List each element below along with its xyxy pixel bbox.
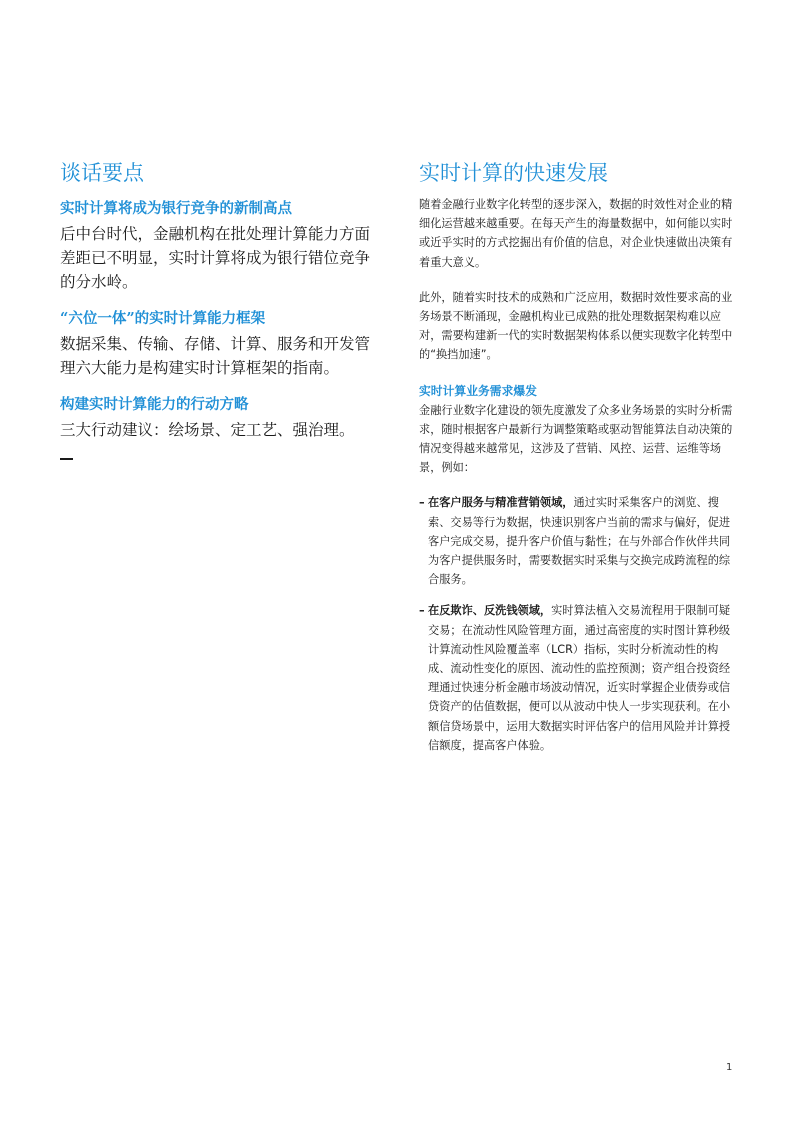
article-subheading: 实时计算业务需求爆发 (419, 383, 537, 398)
talking-points-column (60, 160, 385, 460)
article-paragraph-1: 随着金融行业数字化转型的逐步深入，数据的时效性对企业的精细化运营越来越重要。在每天产生的海量数据中，如何能以实时或近乎实时的方式挖掘出有价值的信息，对企业快速做出决策有着重大意义。 (419, 198, 733, 269)
point-text-1: 后中台时代，金融机构在批处理计算能力方面差距已不明显，实时计算将成为银行错位竞争的分水岭。 (60, 225, 371, 291)
article-paragraph-2: 此外，随着实时技术的成熟和广泛应用，数据时效性要求高的业务场景不断涌现，金融机构业已成熟的批处理数据架构难以应对，需要构建新一代的实时数据架构体系以便实现数字化转型中的“换挡加速”。 (419, 290, 733, 362)
talking-points-title: 谈话要点 (60, 161, 144, 185)
section-divider (60, 458, 73, 460)
bullet-dash: – (419, 496, 425, 510)
list-item (419, 493, 737, 589)
point-text-2: 数据采集、传输、存储、计算、服务和开发管理六大能力是构建实时计算框架的指南。 (60, 335, 371, 377)
article-title: 实时计算的快速发展 (419, 161, 608, 185)
bullet-lead: 在客户服务与精准营销领域， (428, 495, 574, 510)
bullet-text: 通过实时采集客户的浏览、搜索、交易等行为数据，快速识别客户当前的需求与偏好，促进客户完成交易，提升客户价值与黏性；在与外部合作伙伴共同为客户提供服务时，需要数据实时采集与交换完成跨流程的综合服务。 (428, 496, 731, 587)
article-intro: 金融行业数字化建设的领先度激发了众多业务场景的实时分析需求，随时根据客户最新行为调整策略或驱动智能算法自动决策的情况变得越来越常见，这涉及了营销、风控、运营、运维等场景，例如： (419, 403, 733, 475)
bullet-lead: 在反欺诈、反洗钱领域， (428, 603, 552, 618)
bullet-dash: – (419, 604, 425, 618)
bullet-text: 实时算法植入交易流程用于限制可疑交易；在流动性风险管理方面，通过高密度的实时图计算秒级计算流动性风险覆盖率（LCR）指标，实时分析流动性的构成、流动性变化的原因、流动性的监控预测；资产组合投资经理通过快速分析金融市场波动情况，近实时掌握企业债券或信贷资产的估值数据，便可以从波动中快人一步实现获利。在小额信贷场景中，运用大数据实时评估客户的信用风险并计算授信额度，提高客户体验。 (428, 604, 731, 752)
point-heading-2: “六位一体”的实时计算能力框架 (60, 310, 266, 327)
point-heading-3: 构建实时计算能力的行动方略 (60, 396, 249, 413)
list-item (419, 601, 737, 755)
point-text-3: 三大行动建议：绘场景、定工艺、强治理。 (60, 421, 355, 439)
page-number: 1 (726, 1062, 733, 1073)
point-heading-1: 实时计算将成为银行竞争的新制高点 (60, 200, 292, 217)
main-article-column (419, 160, 737, 767)
